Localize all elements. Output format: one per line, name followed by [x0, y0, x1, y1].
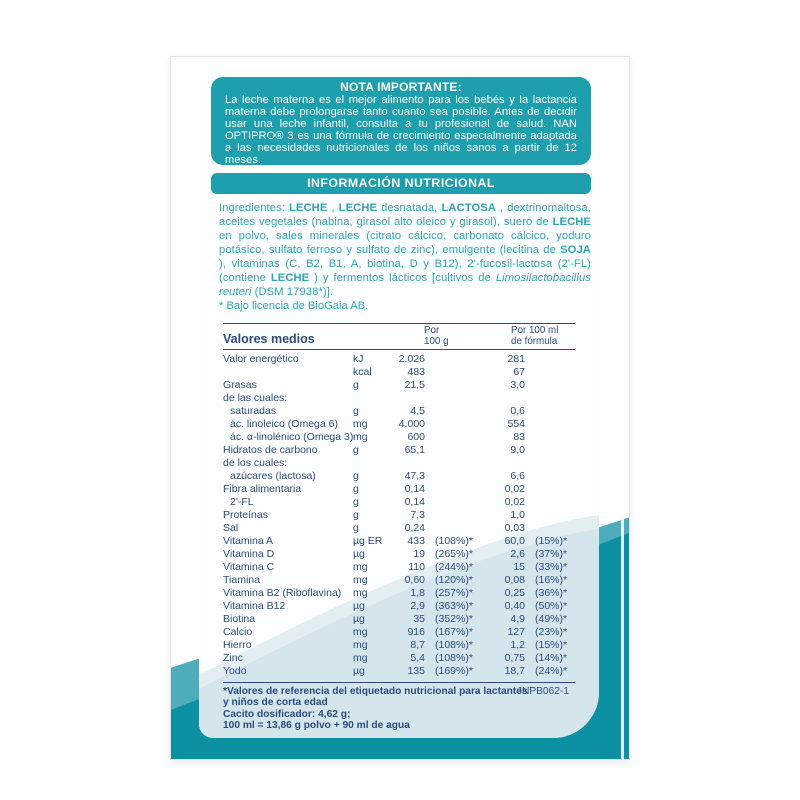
row-percent-100g — [425, 483, 481, 496]
row-value-100g: 0,24 — [404, 522, 425, 534]
footnote-mix: 100 ml = 13,86 g polvo + 90 ml de agua — [223, 720, 410, 732]
row-percent-100ml — [525, 418, 575, 431]
row-value-100g: 433 — [407, 535, 425, 547]
ingredient-segment: SOJA — [560, 244, 591, 256]
nutrition-table — [223, 323, 575, 683]
row-percent-100ml — [525, 483, 575, 496]
row-unit: g — [353, 379, 359, 391]
row-percent-100ml — [525, 496, 575, 509]
row-label: Vitamina B2 (Riboflavina) — [223, 587, 342, 599]
row-unit: µg — [353, 613, 365, 625]
row-value-100g: 2,9 — [410, 600, 425, 612]
row-percent-100g: (244%)* — [435, 561, 473, 573]
row-percent-100ml: (14%)* — [535, 652, 568, 664]
ingredients-paragraph — [219, 201, 591, 299]
row-percent-100g — [425, 444, 481, 457]
table-row — [223, 561, 575, 574]
ingredient-segment: Ingredientes: — [219, 202, 289, 214]
table-row — [223, 392, 575, 405]
table-title: Valores medios — [223, 332, 315, 346]
row-unit: mg — [353, 639, 368, 651]
table-row — [223, 366, 575, 379]
row-label: Zinc — [223, 652, 243, 664]
row-label: Sal — [223, 522, 239, 534]
row-label: Vitamina B12 — [223, 600, 286, 612]
ingredient-segment: LECHE — [338, 202, 378, 214]
row-percent-100g: (167%)* — [435, 626, 473, 638]
row-value-100ml: 15 — [513, 561, 525, 573]
ingredient-segment: , — [331, 202, 339, 214]
row-value-100ml — [481, 457, 525, 470]
table-row — [223, 639, 575, 652]
row-value-100ml: 2,6 — [510, 548, 525, 560]
table-row — [223, 600, 575, 613]
row-unit: mg — [353, 587, 368, 599]
row-percent-100g — [425, 457, 481, 470]
row-value-100g: 21,5 — [404, 379, 425, 391]
per-100g-header-line2: 100 g — [424, 336, 449, 347]
row-unit: mg — [353, 574, 368, 586]
row-label: Proteínas — [223, 509, 268, 521]
important-note-body: La leche materna es el mejor alimento para los bebés y la lactancia materna debe prolongarse tanto cuanto sea posible. Antes de decidir usar una leche infantil, consulta a tu profesional de salud. NAN OPTIPRO® 3 es una fórmula de crecimiento especialmente adaptada a las necesidades nutricionales de los niños sanos a partir de 12 meses. — [225, 94, 577, 167]
row-percent-100g: (169%)* — [435, 665, 473, 677]
row-percent-100ml — [525, 470, 575, 483]
row-percent-100g — [425, 405, 481, 418]
row-percent-100g: (108%)* — [435, 535, 473, 547]
row-percent-100g — [425, 353, 481, 366]
row-percent-100ml — [525, 444, 575, 457]
row-label: Calcio — [223, 626, 253, 638]
row-unit: g — [353, 405, 359, 417]
important-note-box — [211, 77, 591, 165]
ingredient-segment: LECHE — [270, 272, 310, 284]
row-percent-100g: (108%)* — [435, 652, 473, 664]
row-percent-100ml: (24%)* — [535, 665, 568, 677]
row-percent-100g — [425, 392, 481, 405]
row-percent-100ml — [525, 366, 575, 379]
row-value-100ml: 1,0 — [510, 509, 525, 521]
row-value-100ml: 4,9 — [510, 613, 525, 625]
table-row — [223, 626, 575, 639]
row-unit: kcal — [353, 366, 372, 378]
row-label: de los cuales: — [223, 457, 288, 469]
row-unit: mg — [353, 652, 368, 664]
row-label: Valor energético — [223, 353, 299, 365]
row-value-100g: 5,4 — [410, 652, 425, 664]
table-row — [223, 457, 575, 470]
row-unit: mg — [353, 431, 368, 443]
row-value-100ml: 0,25 — [504, 587, 525, 599]
row-unit — [353, 457, 385, 470]
table-row — [223, 613, 575, 626]
table-row — [223, 535, 575, 548]
table-rows — [223, 350, 575, 682]
row-percent-100ml: (16%)* — [535, 574, 568, 586]
ingredient-segment: LECHE — [552, 216, 591, 228]
row-percent-100g — [425, 418, 481, 431]
ingredient-segment: ) y fermentos lácticos [cultivos de — [314, 272, 496, 284]
row-value-100g: 19 — [413, 548, 425, 560]
product-code: JNPB062-1 — [516, 686, 569, 697]
row-value-100ml: 0,02 — [504, 483, 525, 495]
row-percent-100ml: (49%)* — [535, 613, 568, 625]
row-percent-100g — [425, 431, 481, 444]
per-100g-header-line1: Por — [424, 325, 440, 336]
row-label: Vitamina C — [223, 561, 275, 573]
row-value-100ml: 127 — [507, 626, 525, 638]
row-value-100g: 0,14 — [404, 483, 425, 495]
nutrition-header-banner: INFORMACIÓN NUTRICIONAL — [211, 173, 591, 194]
row-value-100g: 4,5 — [410, 405, 425, 417]
row-percent-100g: (265%)* — [435, 548, 473, 560]
row-percent-100ml — [525, 405, 575, 418]
row-percent-100ml: (37%)* — [535, 548, 568, 560]
row-percent-100ml — [525, 431, 575, 444]
row-value-100g: 35 — [413, 613, 425, 625]
row-label: Vitamina A — [223, 535, 274, 547]
row-percent-100ml — [525, 457, 575, 470]
row-value-100ml: 0,6 — [510, 405, 525, 417]
row-value-100g: 7,3 — [410, 509, 425, 521]
row-percent-100ml: (23%)* — [535, 626, 568, 638]
footnotes-block — [223, 683, 571, 732]
table-row — [223, 405, 575, 418]
row-value-100g: 600 — [407, 431, 425, 443]
table-row — [223, 574, 575, 587]
row-percent-100g: (352%)* — [435, 613, 473, 625]
nutrition-panel — [199, 67, 599, 738]
row-value-100g: 65,1 — [404, 444, 425, 456]
row-value-100g: 110 — [408, 561, 425, 573]
row-unit: g — [353, 509, 359, 521]
row-percent-100ml: (15%)* — [535, 639, 568, 651]
row-value-100ml: 1,2 — [510, 639, 525, 651]
row-label: Hidratos de carbono — [223, 444, 318, 456]
row-value-100g — [385, 457, 425, 470]
row-label: Grasas — [223, 379, 257, 391]
row-value-100g: 2.026 — [398, 353, 425, 365]
footnote-reference-line2: y niños de corta edad — [223, 697, 328, 709]
table-row — [223, 496, 575, 509]
row-label: ác. linoleico (Omega 6) — [230, 418, 338, 430]
row-percent-100g — [425, 509, 481, 522]
row-value-100ml: 83 — [513, 431, 525, 443]
row-percent-100g — [425, 496, 481, 509]
table-row — [223, 470, 575, 483]
table-row — [223, 665, 575, 678]
row-label: Vitamina D — [223, 548, 275, 560]
row-value-100ml: 0,08 — [504, 574, 525, 586]
row-value-100ml: 3,0 — [510, 379, 525, 391]
table-row — [223, 353, 575, 366]
row-percent-100ml: (36%)* — [535, 587, 568, 599]
row-label: de las cuales: — [223, 392, 288, 404]
row-label — [223, 366, 353, 379]
product-box-back — [170, 56, 630, 760]
row-label: Yodo — [223, 665, 247, 677]
row-value-100ml: 0,75 — [504, 652, 525, 664]
table-row — [223, 418, 575, 431]
row-label: Biotina — [223, 613, 256, 625]
row-value-100g: 483 — [407, 366, 425, 378]
table-row — [223, 379, 575, 392]
table-row — [223, 587, 575, 600]
row-unit: µg — [353, 600, 365, 612]
row-value-100ml: 0,40 — [504, 600, 525, 612]
footnote-scoop: Cacito dosificador: 4,62 g; — [223, 708, 351, 720]
row-label: saturadas — [230, 405, 277, 417]
footnote-reference-line1: *Valores de referencia del etiquetado nutricional para lactantes — [223, 686, 528, 697]
table-row — [223, 652, 575, 665]
row-label: 2'-FL — [230, 496, 254, 508]
row-value-100g: 8,7 — [410, 639, 425, 651]
row-percent-100ml — [525, 509, 575, 522]
table-row — [223, 548, 575, 561]
row-percent-100ml — [525, 392, 575, 405]
row-unit: g — [353, 444, 359, 456]
ingredient-segment: ), vitaminas (C, B2, B1, A, biotina, D y B12), 2'-fucosil-lactosa (2'-FL) (contiene — [219, 258, 591, 284]
row-unit: mg — [353, 561, 368, 573]
row-value-100g: 916 — [407, 626, 425, 638]
panel-content — [199, 77, 599, 732]
row-unit: mg — [353, 626, 368, 638]
important-note-title: NOTA IMPORTANTE: — [340, 80, 462, 94]
table-header — [223, 324, 575, 349]
table-row — [223, 522, 575, 535]
row-value-100ml: 554 — [507, 418, 525, 430]
row-unit: µg ER — [353, 535, 383, 547]
row-percent-100ml: (33%)* — [535, 561, 568, 573]
row-unit: µg — [353, 665, 365, 677]
row-value-100ml: 0,03 — [504, 522, 525, 534]
table-row — [223, 483, 575, 496]
row-value-100ml: 0,02 — [504, 496, 525, 508]
table-row — [223, 444, 575, 457]
per-100g-header — [424, 325, 449, 347]
ingredient-segment: Limosilactobacillus reuteri — [219, 272, 591, 298]
carton-fold-highlight — [621, 513, 624, 759]
row-percent-100g — [425, 522, 481, 535]
table-row — [223, 509, 575, 522]
ingredient-segment: (DSM 17938*)]. — [254, 286, 334, 298]
per-100ml-header — [511, 325, 558, 347]
row-value-100g — [385, 392, 425, 405]
row-percent-100ml — [525, 522, 575, 535]
row-percent-100g — [425, 366, 481, 379]
row-value-100g: 135 — [407, 665, 425, 677]
row-value-100ml — [481, 392, 525, 405]
row-value-100ml: 18,7 — [504, 665, 525, 677]
row-percent-100ml: (50%)* — [535, 600, 568, 612]
row-label: Hierro — [223, 639, 252, 651]
ingredient-segment: en polvo, sales minerales (citrato cálcico, carbonato cálcico, yoduro potásico, sulfato ferroso y sulfato de zinc), emulgente (lecitina de — [219, 230, 591, 256]
row-percent-100ml — [525, 353, 575, 366]
row-unit: mg — [353, 418, 368, 430]
row-unit: g — [353, 483, 359, 495]
ingredient-segment: desnatada, — [381, 202, 442, 214]
row-value-100ml: 67 — [513, 366, 525, 378]
row-unit: g — [353, 496, 359, 508]
row-label: ác. α-linolénico (Omega 3) — [230, 431, 354, 443]
ingredient-segment: , dextrinomaltosa, aceites vegetales (nabina, girasol alto oleico y girasol), suero de — [219, 202, 591, 228]
row-unit: kJ — [353, 353, 364, 365]
row-percent-100ml — [525, 379, 575, 392]
row-value-100ml: 281 — [507, 353, 525, 365]
row-percent-100g: (363%)* — [435, 600, 473, 612]
row-percent-100g — [425, 379, 481, 392]
ingredient-segment: LECHE — [289, 202, 328, 214]
row-unit: µg — [353, 548, 365, 560]
row-unit: g — [353, 470, 359, 482]
row-value-100g: 4.000 — [398, 418, 425, 430]
row-value-100ml: 60,0 — [504, 535, 525, 547]
row-value-100g: 47,3 — [404, 470, 425, 482]
license-note: * Bajo licencia de BioGaia AB. — [219, 300, 369, 312]
row-percent-100g: (120%)* — [435, 574, 473, 586]
row-unit: g — [353, 522, 359, 534]
row-label: Fibra alimentaria — [223, 483, 302, 495]
row-percent-100g: (108%)* — [435, 639, 473, 651]
row-value-100g: 0,60 — [404, 574, 425, 586]
row-value-100g: 0,14 — [404, 496, 425, 508]
row-value-100g: 1,8 — [410, 587, 425, 599]
row-percent-100ml: (15%)* — [535, 535, 568, 547]
ingredient-segment: LACTOSA — [441, 202, 497, 214]
row-value-100ml: 9,0 — [510, 444, 525, 456]
per-100ml-header-line2: de fórmula — [511, 336, 558, 347]
per-100ml-header-line1: Por 100 ml — [511, 325, 559, 336]
row-unit — [353, 392, 385, 405]
row-percent-100g — [425, 470, 481, 483]
row-label: azúcares (lactosa) — [230, 470, 316, 482]
row-percent-100g: (257%)* — [435, 587, 473, 599]
row-value-100ml: 6,6 — [510, 470, 525, 482]
row-label: Tiamina — [223, 574, 260, 586]
table-row — [223, 431, 575, 444]
